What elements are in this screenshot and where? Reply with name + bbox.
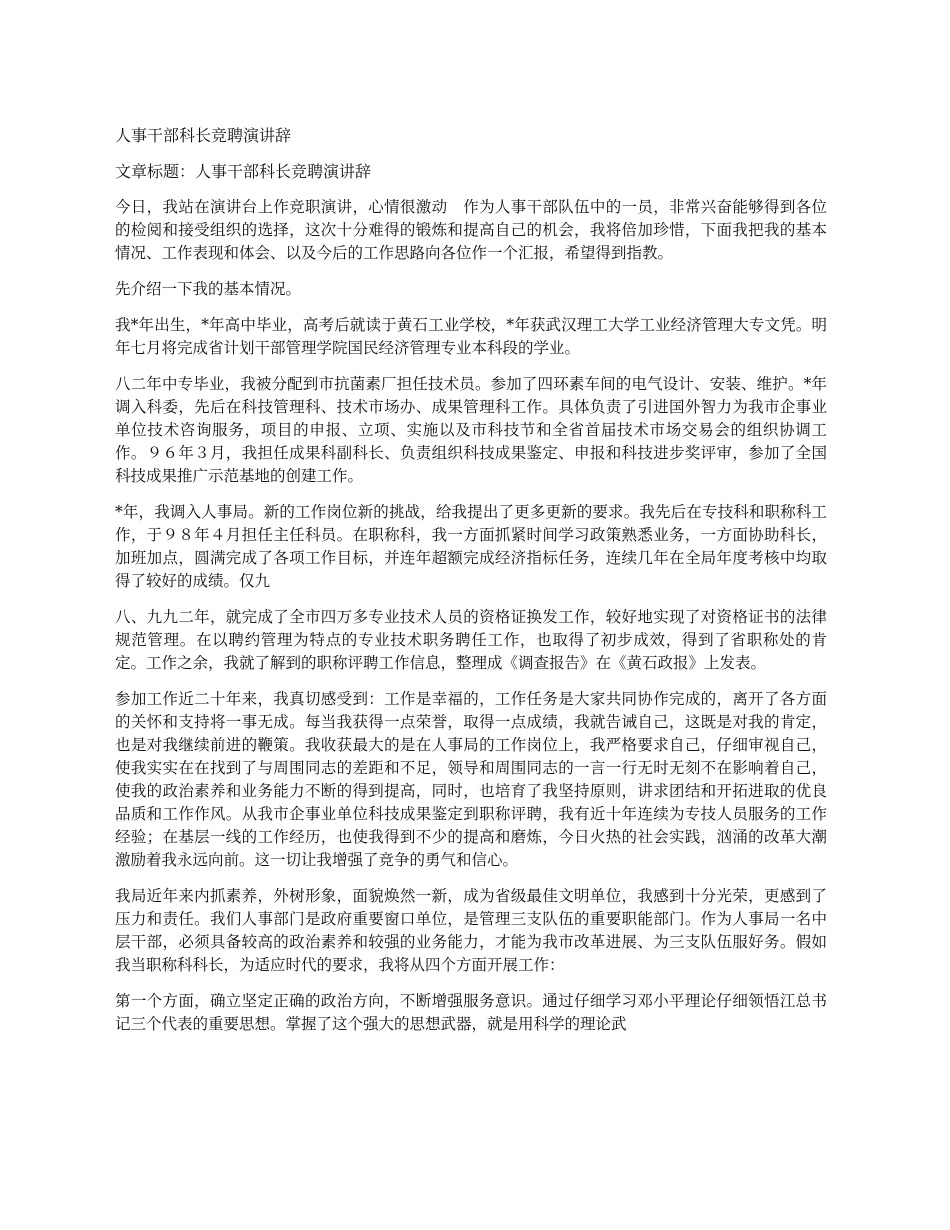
paragraph-bureau-image: 我局近年来内抓素养，外树形象，面貌焕然一新，成为省级最佳文明单位，我感到十分光荣，更感到了压力和责任。我们人事部门是政府重要窗口单位，是管理三支队伍的重要职能部门。作为人事局一名中层干部，必须具备较高的政治素养和较强的业务能力，才能为我市改革进展、为三支队伍服好务。假如我当职称科科长，为适应时代的要求，我将从四个方面开展工作： (115, 887, 827, 974)
document-body (115, 124, 827, 1049)
paragraph-education: 我*年出生，*年高中毕业，高考后就读于黄石工业学校，*年获武汉理工大学工业经济管理大专文凭。明年七月将完成省计划干部管理学院国民经济管理专业本科段的学业。 (115, 316, 827, 357)
paragraph-certificates: 八、九九二年，就完成了全市四万多专业技术人员的资格证换发工作，较好地实现了对资格证书的法律规范管理。在以聘约管理为特点的专业技术职务聘任工作，也取得了初步成效，得到了省职称处的肯定。工作之余，我就了解到的职称评聘工作信息，整理成《调查报告》在《黄石政报》上发表。 (115, 608, 827, 672)
paragraph-first-aspect: 第一个方面，确立坚定正确的政治方向，不断增强服务意识。通过仔细学习邓小平理论仔细领悟江总书记三个代表的重要思想。掌握了这个强大的思想武器，就是用科学的理论武 (115, 992, 827, 1033)
paragraph-intro: 今日，我站在演讲台上作竞职演讲，心情很激动 作为人事干部队伍中的一员，非常兴奋能够得到各位的检阅和接受组织的选择，这次十分难得的锻炼和提高自己的机会，我将倍加珍惜，下面我把我的基本情况、工作表现和体会、以及今后的工作思路向各位作一个汇报，希望得到指教。 (115, 198, 827, 262)
paragraph-early-career: 八二年中专毕业，我被分配到市抗菌素厂担任技术员。参加了四环素车间的电气设计、安装、维护。*年调入科委，先后在科技管理科、技术市场办、成果管理科工作。具体负责了引进国外智力为我市企事业单位技术咨询服务，项目的申报、立项、实施以及市科技节和全省首届技术市场交易会的组织协调工作。９６年３月，我担任成果科副科长、负责组织科技成果鉴定、申报和科技进步奖评审，参加了全国科技成果推广示范基地的创建工作。 (115, 375, 827, 485)
paragraph-personnel-bureau: *年，我调入人事局。新的工作岗位新的挑战，给我提出了更多更新的要求。我先后在专技科和职称科工作，于９８年４月担任主任科员。在职称科，我一方面抓紧时间学习政策熟悉业务，一方面协助科长，加班加点，圆满完成了各项工作目标，并连年超额完成经济指标任务，连续几年在全局年度考核中均取得了较好的成绩。仅九 (115, 503, 827, 590)
paragraph-reflection: 参加工作近二十年来，我真切感受到：工作是幸福的，工作任务是大家共同协作完成的，离开了各方面的关怀和支持将一事无成。每当我获得一点荣誉，取得一点成绩，我就告诫自己，这既是对我的肯定，也是对我继续前进的鞭策。我收获最大的是在人事局的工作岗位上，我严格要求自己，仔细审视自己，使我实实在在找到了与周围同志的差距和不足，领导和周围同志的一言一行无时无刻不在影响着自己，使我的政治素养和业务能力不断的得到提高，同时，也培育了我坚持原则，讲求团结和开拓进取的优良品质和工作作风。从我市企事业单位科技成果鉴定到职称评聘，我有近十年连续为专技人员服务的工作经验；在基层一线的工作经历，也使我得到不少的提高和磨炼，今日火热的社会实践，汹涌的改革大潮激励着我永远向前。这一切让我增强了竞争的勇气和信心。 (115, 690, 827, 869)
document-heading: 人事干部科长竞聘演讲辞 (115, 126, 292, 145)
article-title: 文章标题：人事干部科长竞聘演讲辞 (115, 162, 372, 181)
paragraph-basic-info-lead: 先介绍一下我的基本情况。 (115, 280, 302, 298)
